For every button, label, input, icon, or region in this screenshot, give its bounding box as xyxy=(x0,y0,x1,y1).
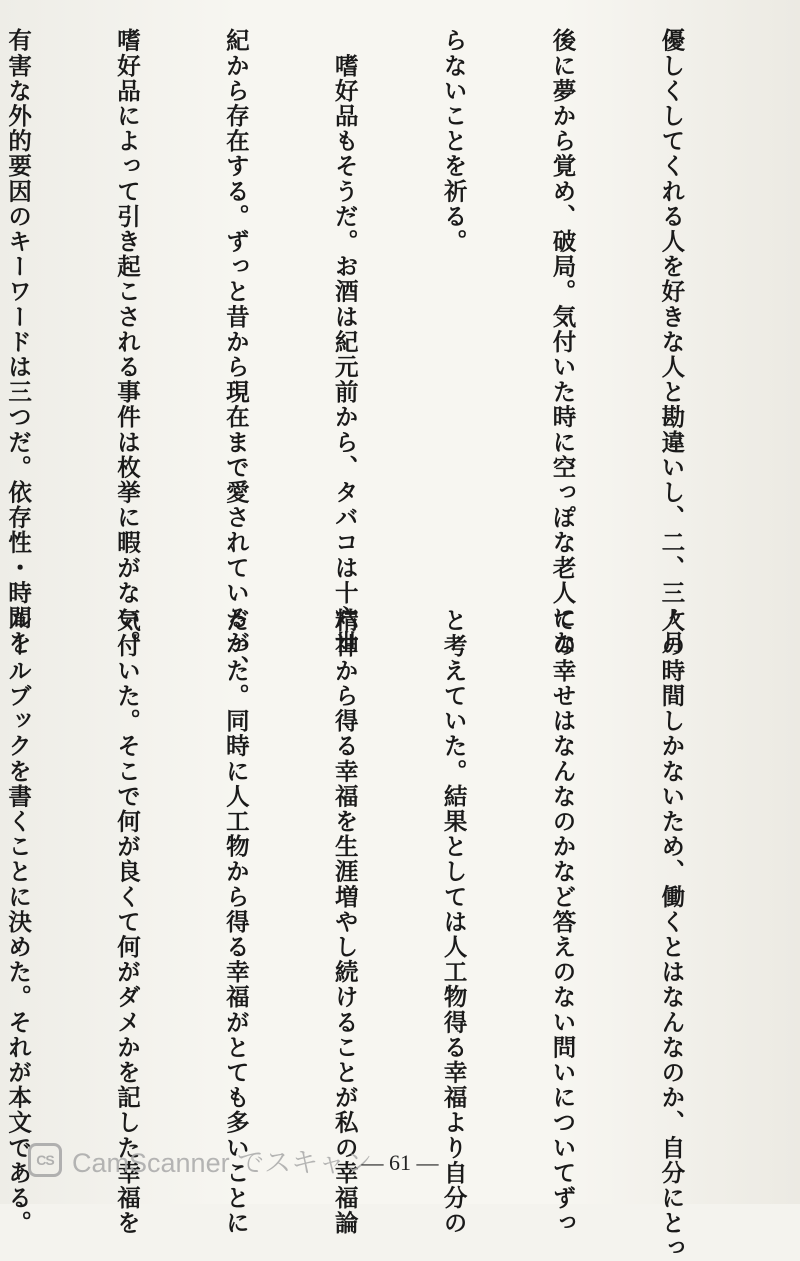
text-line: と考えていた。結果としては人工物得る幸福より自分の xyxy=(439,608,468,1236)
text-line: 後に夢から覚め、破局。気付いた時に空っぽな老人にな xyxy=(548,28,577,656)
text-line: 気付いた。そこで何が良くて何がダメかを記した幸福を xyxy=(112,608,141,1236)
text-line: 紀から存在する。ずっと昔から現在まで愛されているが、 xyxy=(221,28,250,681)
text-line: 人の時間しかないため、働くとはなんなのか、自分にとっ xyxy=(657,608,686,1261)
page-number: — 61 — xyxy=(361,1150,439,1175)
text-line: 優しくしてくれる人を好きな人と勘違いし、二、三ヶ月 xyxy=(657,28,686,656)
text-line: だった。同時に人工物から得る幸福がとても多いことに xyxy=(221,608,250,1236)
text-line: 嗜好品もそうだ。お酒は紀元前から、タバコは十六世 xyxy=(330,28,359,656)
text-line: 有害な外的要因のキーワードは三つだ。依存性・時間を xyxy=(4,28,33,656)
text-line: らないことを祈る。 xyxy=(439,28,468,254)
text-line: ルールブックを書くことに決めた。それが本文である。 xyxy=(4,608,33,1236)
text-line: 嗜好品によって引き起こされる事件は枚挙に暇がない。 xyxy=(112,28,141,656)
text-line: 精神から得る幸福を生涯増やし続けることが私の幸福論 xyxy=(330,608,359,1236)
text-line: ての幸せはなんなのかなど答えのない問いについてずっ xyxy=(548,608,577,1236)
upper-text-block xyxy=(0,28,762,681)
camscanner-logo-icon: CS xyxy=(28,1143,62,1177)
watermark-text: CamScanner でスキャン xyxy=(72,1147,373,1178)
